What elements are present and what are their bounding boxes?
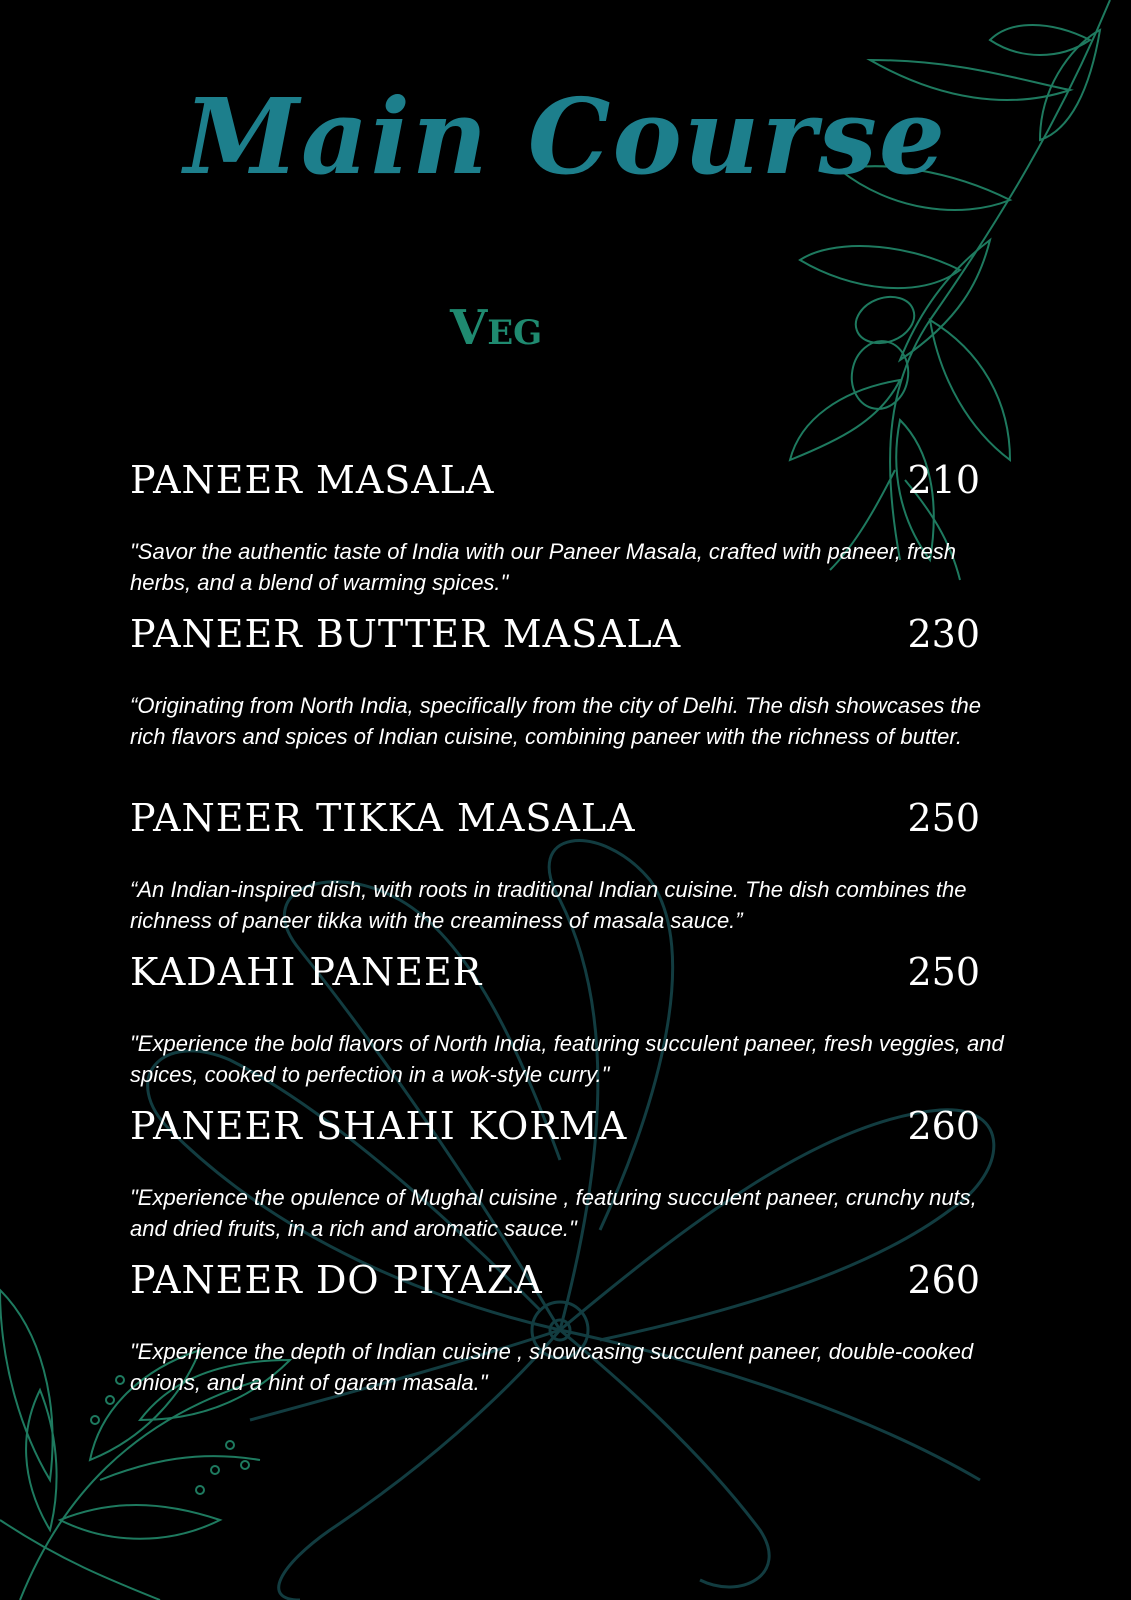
menu-item	[130, 458, 1010, 612]
item-description: "Experience the opulence of Mughal cuisine , featuring succulent paneer, crunchy nuts, and dried fruits, in a rich and aromatic sauce."	[130, 1185, 977, 1241]
item-description: "Savor the authentic taste of India with our Paneer Masala, crafted with paneer, fresh herbs, and a blend of warming spices."	[130, 539, 956, 595]
menu-item	[130, 1104, 1010, 1258]
item-description: “An Indian-inspired dish, with roots in traditional Indian cuisine. The dish combines the richness of paneer tikka with the creaminess of masala sauce.”	[130, 877, 967, 933]
menu-item	[130, 796, 1010, 950]
section-heading: Veg	[450, 300, 543, 356]
item-name: PANEER SHAHI KORMA	[130, 1104, 628, 1148]
item-price: 250	[907, 796, 980, 840]
menu-title: Main Course	[183, 75, 948, 198]
item-description: “Originating from North India, specifically from the city of Delhi. The dish showcases the rich flavors and spices of Indian cuisine, combining paneer with the richness of butter.	[130, 693, 982, 749]
item-price: 230	[907, 612, 980, 656]
menu-item	[130, 950, 1010, 1104]
item-name: PANEER MASALA	[130, 458, 495, 502]
item-description: "Experience the bold flavors of North India, featuring succulent paneer, fresh veggies, and spices, cooked to perfection in a wok-style curry."	[130, 1031, 1004, 1087]
item-price: 210	[907, 458, 980, 502]
item-name: PANEER BUTTER MASALA	[130, 612, 682, 656]
item-price: 250	[907, 950, 980, 994]
item-name: KADAHI PANEER	[130, 950, 483, 994]
menu-item	[130, 612, 1010, 796]
menu-items-list	[130, 458, 1010, 1412]
item-price: 260	[907, 1104, 980, 1148]
item-description: "Experience the depth of Indian cuisine , showcasing succulent paneer, double-cooked onions, and a hint of garam masala."	[130, 1339, 974, 1395]
item-name: PANEER TIKKA MASALA	[130, 796, 636, 840]
menu-item	[130, 1258, 1010, 1412]
item-name: PANEER DO PIYAZA	[130, 1258, 543, 1302]
item-price: 260	[907, 1258, 980, 1302]
